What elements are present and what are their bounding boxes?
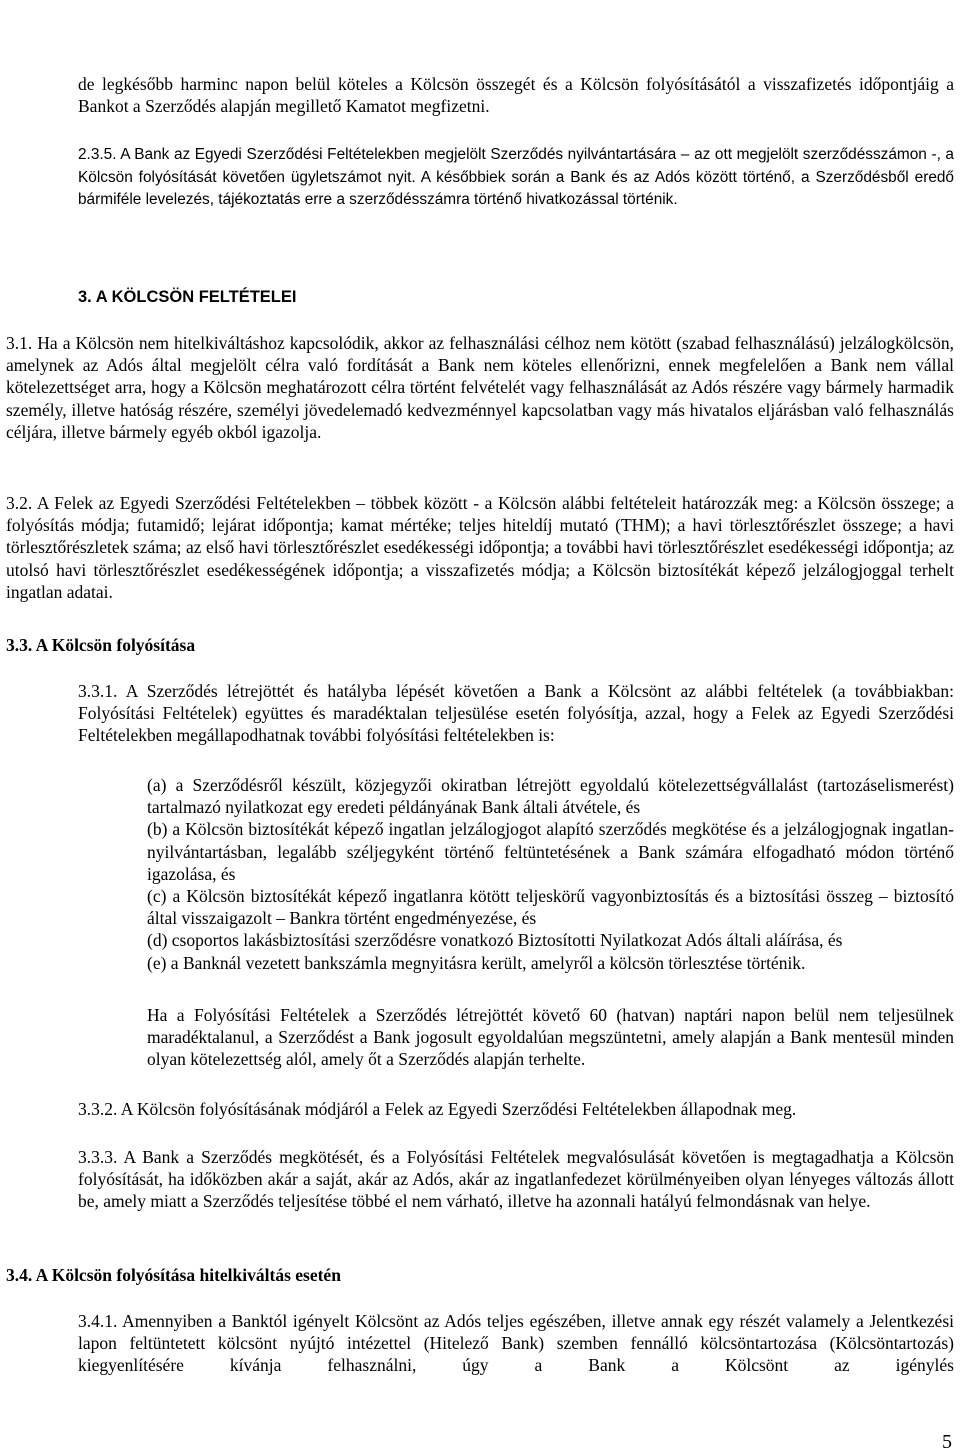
paragraph-3-4-1: 3.4.1. Amennyiben a Banktól igényelt Kölcsönt az Adós teljes egészében, illetve annak egy részét valamely a Jelentkezési lapon feltüntetett kölcsönt nyújtó intézettel (Hitelező Bank) szemben fennálló kölcsöntartozása (Kölcsöntartozás) kiegyenlítésére kívánja felhasználni, úgy a Bank a Kölcsönt az igénylés (78, 1311, 954, 1376)
conditions-list (147, 774, 954, 974)
condition-a: (a) a Szerződésről készült, közjegyzői okiratban létrejött egyoldalú kötelezettségvállalást (tartozáselismerést) tartalmazó nyilatkozat egy eredeti példányának Bank általi átvétele, és (147, 775, 954, 818)
paragraph-3-3-3: 3.3.3. A Bank a Szerződés megkötését, és a Folyósítási Feltételek megvalósulását követően is megtagadhatja a Kölcsön folyósítását, ha időközben akár a saját, akár az Adós, akár az ingatlanfedezet körülményeiben olyan lényeges változás állott be, amely miatt a Szerződés teljesítése többé el nem várható, illetve ha azonnali hatályú felmondásnak van helye. (78, 1147, 954, 1212)
paragraph-2-3-5: 2.3.5. A Bank az Egyedi Szerződési Feltételekben megjelölt Szerződés nyilvántartására – az ott megjelölt szerződésszámon -, a Kölcsön folyósítását követően ügyletszámot nyit. A későbbiek során a Bank és az Adós között történő, a Szerződésből eredő bármiféle levelezés, tájékoztatás erre a szerződésszámra történő hivatkozással történik. (78, 146, 954, 208)
paragraph-intro: de legkésőbb harminc napon belül köteles a Kölcsön összegét és a Kölcsön folyósításától a visszafizetés időpontjáig a Bankot a Szerződés alapján megillető Kamatot megfizetni. (78, 74, 954, 117)
paragraph-3-3-1-tail: Ha a Folyósítási Feltételek a Szerződés létrejöttét követő 60 (hatvan) naptári napon belül nem teljesülnek maradéktalanul, a Szerződést a Bank jogosult egyoldalúan megszüntetni, amely alapján a Bank mentesül minden olyan kötelezettség alól, amely őt a Szerződés alapján terhelte. (147, 1005, 954, 1070)
section-heading-3: 3. A KÖLCSÖN FELTÉTELEI (78, 288, 297, 306)
paragraph-3-3-1: 3.3.1. A Szerződés létrejöttét és hatályba lépését követően a Bank a Kölcsönt az alábbi feltételek (a továbbiakban: Folyósítási Feltételek) együttes és maradéktalan teljesülése esetén folyósítja, azzal, hogy a Felek az Egyedi Szerződési Feltételekben megállapodhatnak további folyósítási feltételekben is: (78, 681, 954, 746)
condition-d: (d) csoportos lakásbiztosítási szerződésre vonatkozó Biztosítotti Nyilatkozat Adós általi aláírása, és (147, 930, 843, 951)
paragraph-3-1: 3.1. Ha a Kölcsön nem hitelkiváltáshoz kapcsolódik, akkor az felhasználási célhoz nem kötött (szabad felhasználású) jelzálogkölcsön, amelynek az Adós által megjelölt célra való fordítását a Bank nem köteles ellenőrizni, ennek megfelelően a Bank nem vállal kötelezettséget arra, hogy a Kölcsön meghatározott célra történt felvételét vagy felhasználását az Adós részére vagy bármely harmadik személy, illetve hatóság részére, személyi jövedelemadó kedvezménnyel kapcsolatban vagy más hivatalos eljárásban való felhasználás céljára, illetve bármely egyéb okból igazolja. (6, 333, 954, 442)
condition-e: (e) a Banknál vezetett bankszámla megnyitásra került, amelyről a kölcsön törlesztése történik. (147, 952, 806, 973)
condition-b: (b) a Kölcsön biztosítékát képező ingatlan jelzálogjogot alapító szerződés megkötése és a jelzálogjognak ingatlan-nyilvántartásban, legalább széljegyként történő feltüntetésének a Bank számára elfogadható módon történő igazolása, és (147, 819, 954, 884)
section-heading-3-3: 3.3. A Kölcsön folyósítása (6, 635, 196, 655)
paragraph-3-3-2: 3.3.2. A Kölcsön folyósításának módjáról a Felek az Egyedi Szerződési Feltételekben állapodnak meg. (78, 1099, 797, 1119)
section-heading-3-4: 3.4. A Kölcsön folyósítása hitelkiváltás esetén (6, 1265, 341, 1285)
paragraph-3-2: 3.2. A Felek az Egyedi Szerződési Feltételekben – többek között - a Kölcsön alábbi feltételeit határozzák meg: a Kölcsön összege; a folyósítás módja; futamidő; lejárat időpontja; kamat mértéke; teljes hiteldíj mutató (THM); a havi törlesztőrészlet összege; a havi törlesztőrészletek száma; az első havi törlesztőrészlet esedékességi időpontja; a további havi törlesztőrészlet esedékességi időpontja; az utolsó havi törlesztőrészlet esedékességének időpontja; a visszafizetés módja; a Kölcsön biztosítékát képező jelzálogjoggal terhelt ingatlan adatai. (6, 493, 954, 602)
page-number: 5 (942, 1431, 952, 1453)
condition-c: (c) a Kölcsön biztosítékát képező ingatlanra kötött teljeskörű vagyonbiztosítás és a biztosítási összeg – biztosító által visszaigazolt – Bankra történt engedményezése, és (147, 886, 954, 929)
